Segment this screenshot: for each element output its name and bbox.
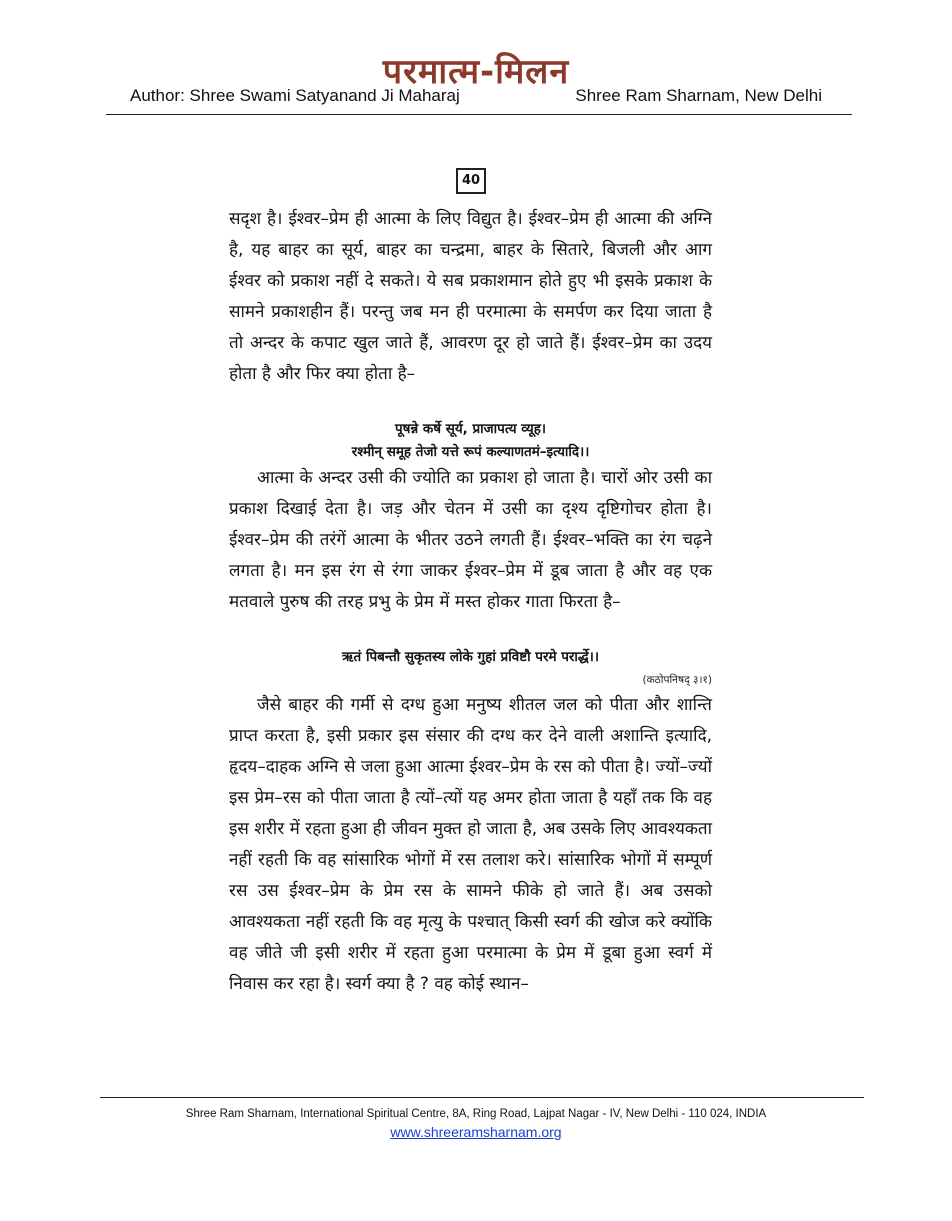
paragraph-2-text: आत्मा के अन्दर उसी की ज्योति का प्रकाश हो जाता है। चारों ओर उसी का प्रकाश दिखाई देता है। जड़ और चेतन में उसी का दृश्य दृष्टिगोचर होता है। ईश्वर–प्रेम की तरंगें आत्मा के भीतर उठने लगती हैं। ईश्वर–भक्ति का रंग चढ़ने लगता है। मन इस रंग से रंगा जाकर ईश्वर–प्रेम में डूब जाता है और वह एक मतवाले पुरुष की तरह प्रभु के प्रेम में मस्त होकर गाता फिरता है– [229, 468, 712, 612]
footer-divider [100, 1097, 864, 1098]
author-line: Author: Shree Swami Satyanand Ji Maharaj [130, 86, 460, 105]
verse-1-line-1: पूषन्ने कर्षे सूर्य, प्राजापत्य व्यूह। [394, 421, 547, 437]
paragraph-2 [229, 463, 712, 618]
book-title: परमात्म-मिलन [382, 52, 570, 92]
paragraph-3 [229, 690, 712, 1000]
verse-block-1 [229, 418, 712, 464]
header-divider [106, 114, 852, 115]
page-number: 40 [456, 168, 486, 194]
paragraph-3-text: जैसे बाहर की गर्मी से दग्ध हुआ मनुष्य शीतल जल को पीता और शान्ति प्राप्त करता है, इसी प्रकार इस संसार की दग्ध कर देने वाली अशान्ति इत्यादि, हृदय–दाहक अग्नि से जला हुआ आत्मा ईश्वर–प्रेम के रस को पीता है। ज्यों–ज्यों इस प्रेम–रस को पीता जाता है त्यों–त्यों यह अमर होता जाता है यहाँ तक कि वह इस शरीर में रहता हुआ ही जीवन मुक्त हो जाता है, अब उसके लिए आवश्यकता नहीं रहती कि वह सांसारिक भोगों में रस तलाश करे। सांसारिक भोगों में सम्पूर्ण रस उस ईश्वर–प्रेम के प्रेम रस के सामने फीके हो जाते हैं। अब उसको आवश्यकता नहीं रहती कि वह मृत्यु के पश्चात् किसी स्वर्ग की खोज करे क्योंकि वह जीते जी इसी शरीर में रहता हुआ परमात्मा के प्रेम में डूबा हुआ स्वर्ग में निवास कर रहा है। स्वर्ग क्या है ? वह कोई स्थान– [229, 695, 712, 994]
verse-2-citation: (कठोपनिषद् ३।१) [642, 674, 712, 686]
verse-1-line-2: रश्मीन् समूह तेजो यत्ते रूपं कल्याणतमं–इत्यादि।। [351, 444, 590, 460]
website-link[interactable]: www.shreeramsharnam.org [390, 1124, 562, 1140]
verse-block-2: ऋतं पिबन्तौ सुकृतस्य लोके गुहां प्रविष्टौ परमे परार्द्धे।। [342, 649, 599, 665]
publisher-line: Shree Ram Sharnam, New Delhi [575, 86, 822, 105]
paragraph-1: सदृश है। ईश्वर–प्रेम ही आत्मा के लिए विद्युत है। ईश्वर–प्रेम ही आत्मा की अग्नि है, यह बाहर का सूर्य, बाहर का चन्द्रमा, बाहर के सितारे, बिजली और आग ईश्वर को प्रकाश नहीं दे सकते। ये सब प्रकाशमान होते हुए भी इसके प्रकाश के सामने प्रकाशहीन हैं। परन्तु जब मन ही परमात्मा के समर्पण कर दिया जाता है तो अन्दर के कपाट खुल जाते हैं, आवरण दूर हो जाते हैं। ईश्वर–प्रेम का उदय होता है और फिर क्या होता है– [229, 209, 712, 384]
footer-website [0, 1124, 952, 1140]
footer-address: Shree Ram Sharnam, International Spiritual Centre, 8A, Ring Road, Lajpat Nagar - IV, New Delhi - 110 024, INDIA [185, 1108, 767, 1120]
